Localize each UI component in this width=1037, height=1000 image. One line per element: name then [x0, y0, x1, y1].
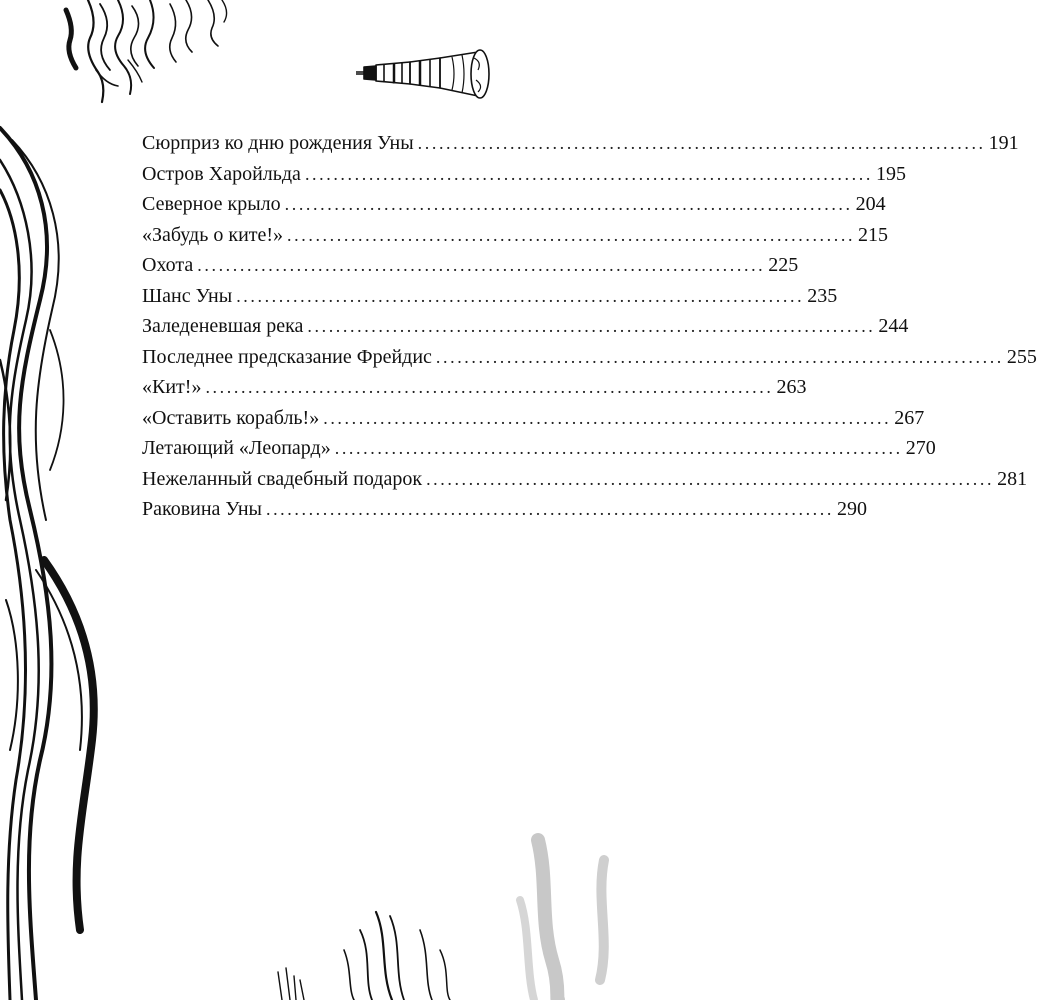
toc-entry-page: 204	[855, 193, 886, 215]
toc-entry-title: Раковина Уны	[142, 498, 262, 520]
toc-entry-title: Охота	[142, 254, 194, 276]
spyglass-icon	[356, 50, 489, 98]
toc-entry	[142, 342, 1037, 373]
toc-entry	[142, 220, 889, 251]
toc-entry	[142, 281, 838, 312]
toc-entry-title: Нежеланный свадебный подарок	[142, 467, 423, 490]
toc-leader-dots: ................................................................................	[284, 194, 853, 214]
toc-entry-title: Последнее предсказание Фрейдис	[142, 345, 432, 368]
toc-entry-title: «Оставить корабль!»	[142, 406, 320, 429]
toc-entry-page: 270	[905, 437, 936, 459]
top-seaweed-decoration	[66, 0, 227, 102]
toc-entry	[142, 464, 1028, 495]
toc-entry-title: «Забудь о ките!»	[142, 223, 284, 246]
toc-entry-page: 244	[878, 315, 909, 337]
toc-entry	[142, 311, 909, 342]
toc-entry	[142, 433, 936, 464]
toc-entry-page: 235	[807, 284, 838, 307]
toc-entry-page: 225	[768, 254, 799, 276]
toc-entry-page: 215	[858, 223, 889, 246]
toc-leader-dots: ................................................................................	[205, 377, 774, 397]
toc-entry	[142, 372, 807, 403]
toc-entry-title: Северное крыло	[142, 193, 281, 215]
toc-entry-title: «Кит!»	[142, 376, 202, 398]
toc-entry	[142, 250, 799, 281]
toc-entry-page: 290	[836, 498, 867, 520]
toc-leader-dots: ................................................................................	[236, 285, 805, 306]
toc-entry-page: 267	[894, 406, 925, 429]
table-of-contents	[142, 128, 1037, 525]
left-wave-decoration	[0, 128, 94, 1000]
toc-entry-page: 195	[875, 162, 906, 185]
toc-entry	[142, 128, 1019, 159]
toc-entry-page: 281	[997, 467, 1028, 490]
toc-entry	[142, 189, 886, 220]
toc-entry	[142, 403, 925, 434]
toc-leader-dots: ................................................................................	[287, 224, 856, 245]
toc-leader-dots: ................................................................................	[323, 407, 892, 428]
toc-leader-dots: ................................................................................	[417, 133, 986, 153]
toc-entry-title: Сюрприз ко дню рождения Уны	[142, 132, 414, 154]
toc-entry-page: 255	[1006, 345, 1037, 368]
toc-entry	[142, 494, 867, 525]
toc-entry-title: Шанс Уны	[142, 284, 233, 307]
toc-entry-page: 263	[776, 376, 807, 398]
toc-leader-dots: ................................................................................	[265, 499, 834, 519]
toc-leader-dots: ................................................................................	[435, 346, 1004, 367]
bottom-seaweed-decoration	[278, 840, 604, 1000]
toc-entry-title: Остров Харойльда	[142, 162, 301, 185]
toc-entry-title: Заледеневшая река	[142, 315, 304, 337]
toc-entry	[142, 159, 906, 190]
toc-leader-dots: ................................................................................	[304, 163, 873, 184]
toc-leader-dots: ................................................................................	[197, 255, 766, 275]
toc-entry-page: 191	[988, 132, 1019, 154]
toc-entry-title: Летающий «Леопард»	[142, 437, 331, 459]
toc-leader-dots: ................................................................................	[307, 316, 876, 336]
toc-leader-dots: ................................................................................	[334, 438, 903, 458]
toc-leader-dots: ................................................................................	[426, 468, 995, 489]
